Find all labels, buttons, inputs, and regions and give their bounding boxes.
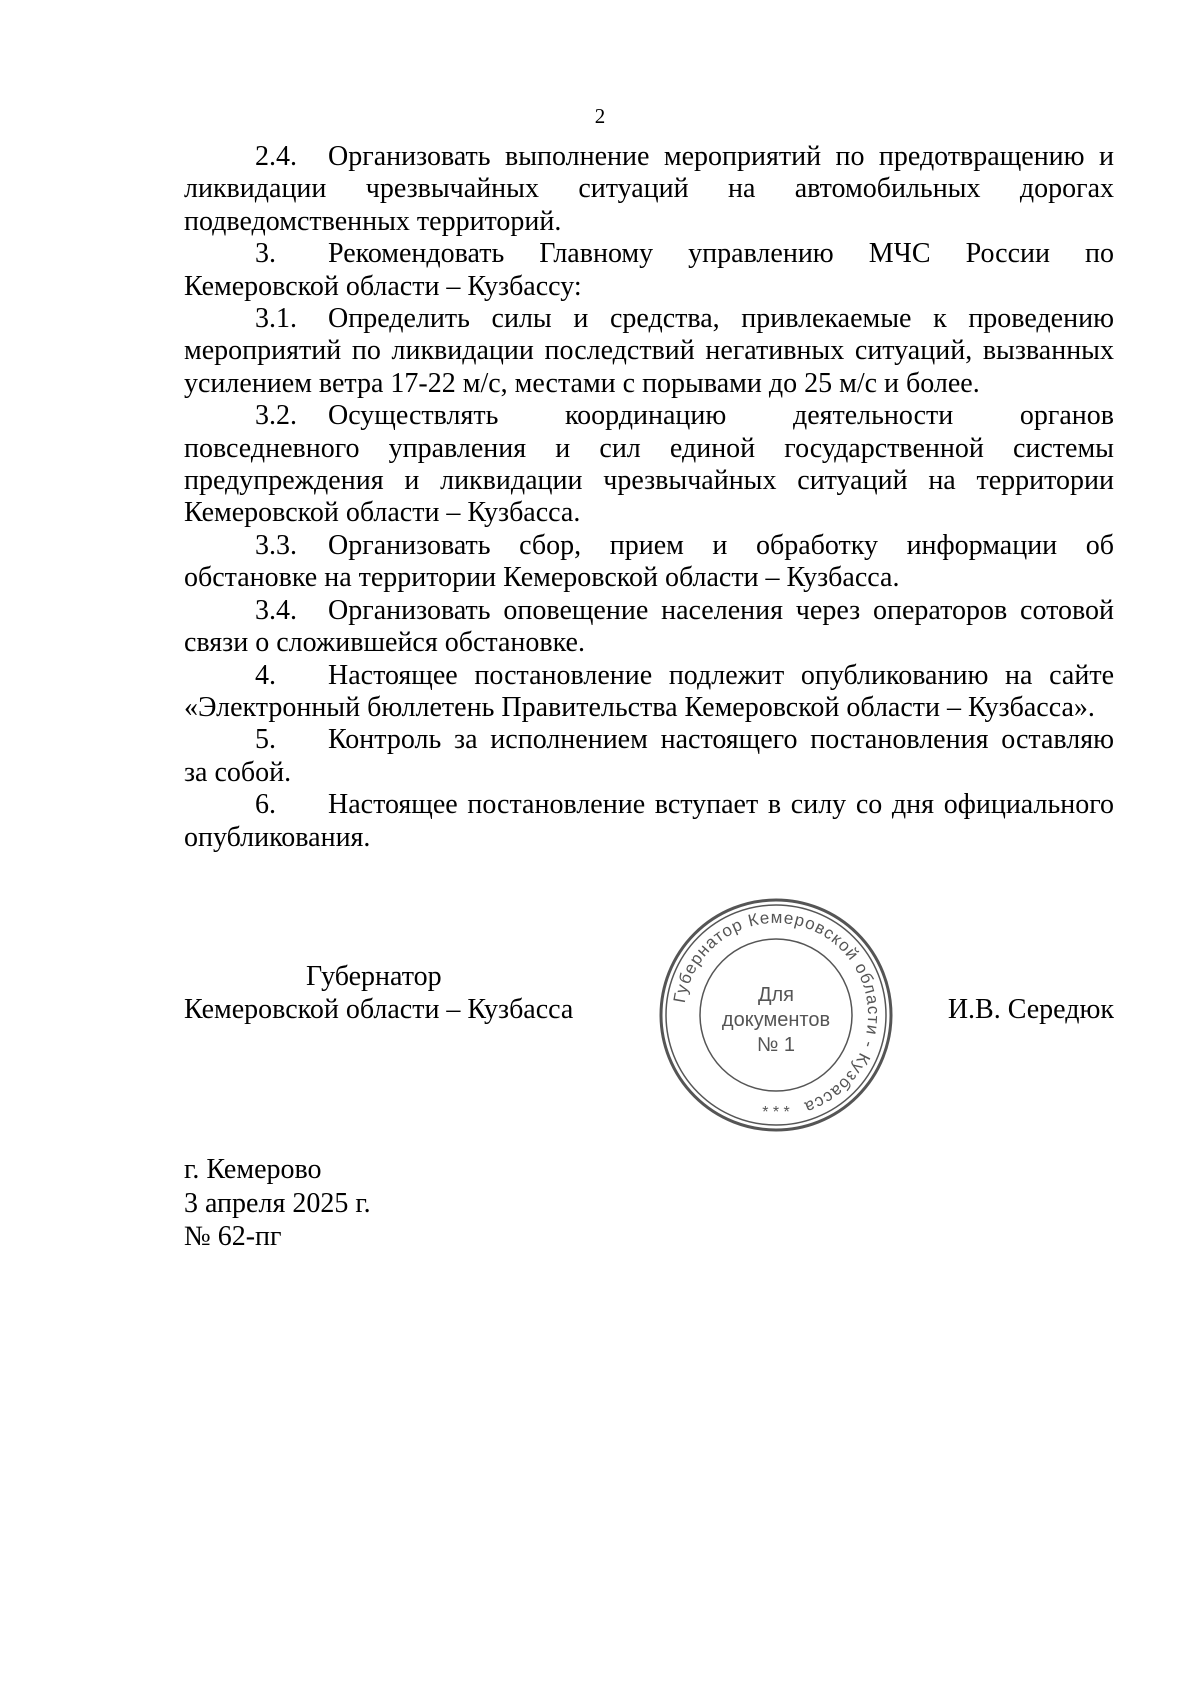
page-number: 2 xyxy=(594,104,606,128)
paragraph-text: Настоящее постановление вступает в силу со дня официального опубликования. xyxy=(184,789,1114,853)
document-body xyxy=(184,141,1114,854)
paragraph-6 xyxy=(184,789,1114,854)
position-region: Кемеровской области – Кузбасса xyxy=(184,994,574,1025)
paragraph-number: 5. xyxy=(255,724,276,756)
seal-center-line3: № 1 xyxy=(756,1034,796,1056)
paragraph-number: 2.4. xyxy=(255,141,297,172)
paragraph-text: Организовать выполнение мероприятий по предотвращению и ликвидации чрезвычайных ситуаций на автомобильных дорогах подведомственных территорий. xyxy=(184,141,1114,237)
paragraph-3-3 xyxy=(184,530,1114,595)
seal-center-line1: Для xyxy=(757,984,795,1006)
paragraph-3-2 xyxy=(184,400,1114,530)
paragraph-text: Организовать оповещение населения через операторов сотовой связи о сложившейся обстановке. xyxy=(184,594,1114,659)
paragraph-number: 3.4. xyxy=(255,594,297,626)
footer-number: № 62-пг xyxy=(184,1221,282,1252)
paragraph-number: 3. xyxy=(255,238,276,270)
paragraph-3-1 xyxy=(184,303,1114,400)
paragraph-4 xyxy=(184,660,1114,725)
footer-city: г. Кемерово xyxy=(184,1154,322,1185)
paragraph-number: 6. xyxy=(255,789,276,821)
paragraph-2-4 xyxy=(184,141,1114,238)
paragraph-text: Контроль за исполнением настоящего постановления оставляю за собой. xyxy=(184,724,1114,788)
signatory-position xyxy=(184,960,573,1026)
paragraph-number: 4. xyxy=(255,659,276,691)
document-footer xyxy=(184,1153,371,1254)
seal-center-line2: документов xyxy=(721,1009,831,1031)
signatory-name: И.В. Середюк xyxy=(947,994,1114,1025)
official-seal xyxy=(656,895,896,1135)
paragraph-number: 3.2. xyxy=(255,400,297,432)
paragraph-text: Определить силы и средства, привлекаемые к проведению мероприятий по ликвидации последствий негативных ситуаций, вызванных усилением ветра 17-22 м/с, местами с порывами до 25 м/с и более. xyxy=(184,303,1114,399)
position-title: Губернатор xyxy=(306,961,442,992)
paragraph-3-4 xyxy=(184,595,1114,660)
footer-date: 3 апреля 2025 г. xyxy=(184,1187,371,1219)
paragraph-5 xyxy=(184,724,1114,789)
paragraph-text: Осуществлять координацию деятельности органов повседневного управления и сил единой государственной системы предупреждения и ликвидации чрезвычайных ситуаций на территории Кемеровской области – Кузбасса. xyxy=(184,400,1114,529)
seal-stars: * * * xyxy=(762,1104,790,1121)
paragraph-number: 3.3. xyxy=(255,529,297,561)
paragraph-3 xyxy=(184,238,1114,303)
paragraph-text: Организовать сбор, прием и обработку информации об обстановке на территории Кемеровской области – Кузбасса. xyxy=(184,529,1114,594)
paragraph-number: 3.1. xyxy=(255,303,297,335)
paragraph-text: Рекомендовать Главному управлению МЧС России по Кемеровской области – Кузбассу: xyxy=(184,238,1114,302)
seal-graphic xyxy=(656,895,896,1135)
seal-ring-text: Губернатор Кемеровской области - Кузбасса xyxy=(669,907,884,1118)
paragraph-text: Настоящее постановление подлежит опубликованию на сайте «Электронный бюллетень Правительства Кемеровской области – Кузбасса». xyxy=(184,659,1114,723)
